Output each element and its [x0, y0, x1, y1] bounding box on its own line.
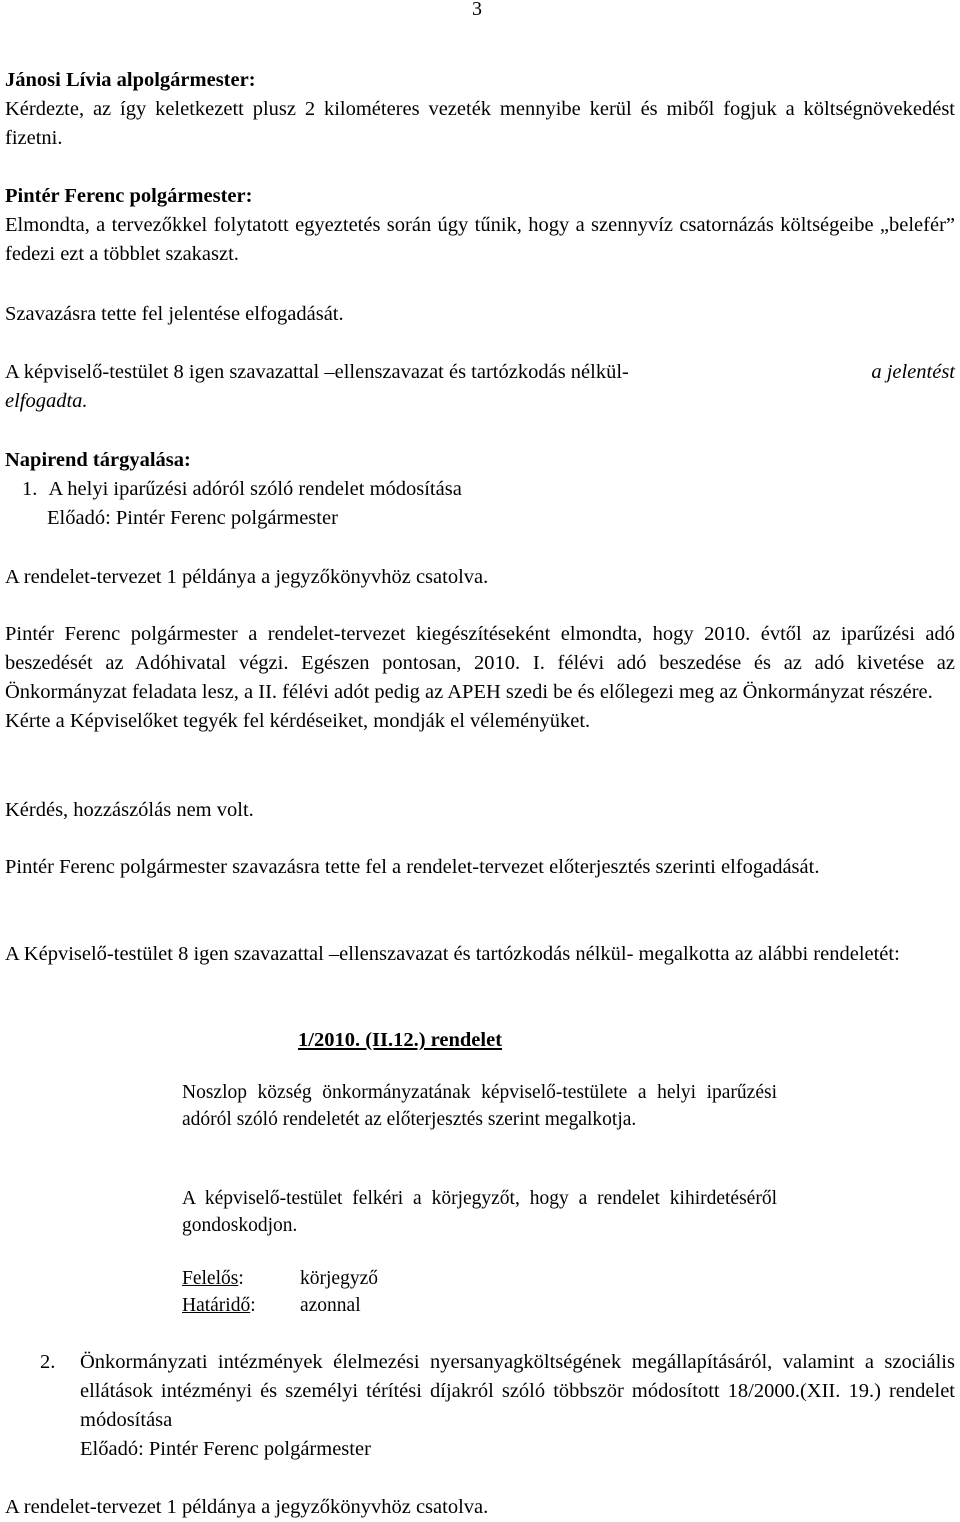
responsible-value: körjegyző [300, 1268, 378, 1289]
decree-request: A képviselő-testület felkéri a körjegyzőt, hogy a rendelet kihirdetéséről gondoskodjon. [182, 1188, 777, 1236]
attached-note: A rendelet-tervezet 1 példánya a jegyzőkönyvhöz csatolva. [5, 566, 489, 588]
no-questions-text: Kérdés, hozzászólás nem volt. [5, 799, 254, 821]
page-number: 3 [472, 0, 482, 20]
speaker-name: Pintér Ferenc polgármester: [5, 185, 253, 207]
responsible-label: Felelős [182, 1268, 239, 1289]
vote-put-text: Szavazásra tette fel jelentése elfogadását. [5, 303, 344, 325]
item-title: Önkormányzati intézmények élelmezési nyersanyagköltségének megállapításáról, valamint a szociális ellátások intézményi és személyi térítési díjakról szóló többször módosított 18/2000.(XII. 19.) rendelet módosítása [80, 1351, 955, 1431]
item-body [5, 620, 955, 736]
item-title: A helyi iparűzési adóról szóló rendelet módosítása [48, 478, 462, 500]
item-body-text: Pintér Ferenc polgármester a rendelet-tervezet kiegészítéseként elmondta, hogy 2010. évtől az iparűzési adó beszedését az Adóhivatal végzi. Egészen pontosan, 2010. I. félévi adó beszedése és az adó kivetése az Önkormányzat feladata lesz, a II. félévi adót pedig az APEH szedi be és előlegezi meg az Önkormányzat részére. [5, 623, 955, 703]
deadline-value: azonnal [300, 1295, 361, 1316]
vote-result-text: A képviselő-testület 8 igen szavazattal –ellenszavazat és tartózkodás nélkül- [5, 361, 629, 383]
agenda-item-1 [5, 475, 955, 533]
agenda-heading: Napirend tárgyalása: [5, 449, 191, 471]
vote-result-italic-a: a jelentést [871, 361, 955, 383]
speaker-block-pinter [5, 182, 955, 269]
item-number: 1. [22, 478, 38, 500]
vote-result-2: A Képviselő-testület 8 igen szavazattal –ellenszavazat és tartózkodás nélkül- megalkotta az alábbi rendeletét: [5, 943, 900, 965]
attached-note-2: A rendelet-tervezet 1 példánya a jegyzőkönyvhöz csatolva. [5, 1496, 489, 1518]
vote-put-text-2: Pintér Ferenc polgármester szavazásra tette fel a rendelet-tervezet előterjesztés szerinti elfogadását. [5, 856, 820, 878]
speaker-text: Elmondta, a tervezőkkel folytatott egyeztetés során úgy tűnik, hogy a szennyvíz csatornázás költségeibe „belefér” fedezi ezt a többlet szakaszt. [5, 214, 955, 265]
item-request-text: Kérte a Képviselőket tegyék fel kérdéseiket, mondják el véleményüket. [5, 710, 591, 732]
deadline-row: Határidő: azonnal [182, 1295, 361, 1316]
item-number: 2. [40, 1351, 56, 1373]
speaker-text: Kérdezte, az így keletkezett plusz 2 kilométeres vezeték mennyibe kerül és miből fogjuk a költségnövekedést fizetni. [5, 98, 955, 149]
responsibility-block [182, 1265, 777, 1319]
vote-result [5, 358, 955, 416]
item-presenter: Előadó: Pintér Ferenc polgármester [80, 1438, 371, 1460]
vote-result-italic-b: elfogadta. [5, 390, 88, 412]
item-presenter: Előadó: Pintér Ferenc polgármester [47, 507, 338, 529]
deadline-label: Határidő [182, 1295, 251, 1316]
decree-text: Noszlop község önkormányzatának képviselő-testülete a helyi iparűzési adóról szóló rendeletét az előterjesztés szerint megalkotja. [182, 1082, 777, 1130]
responsible-row: Felelős: körjegyző [182, 1268, 378, 1289]
speaker-name: Jánosi Lívia alpolgármester: [5, 69, 256, 91]
speaker-block-janosi [5, 66, 955, 153]
decree-title: 1/2010. (II.12.) rendelet [298, 1029, 503, 1051]
